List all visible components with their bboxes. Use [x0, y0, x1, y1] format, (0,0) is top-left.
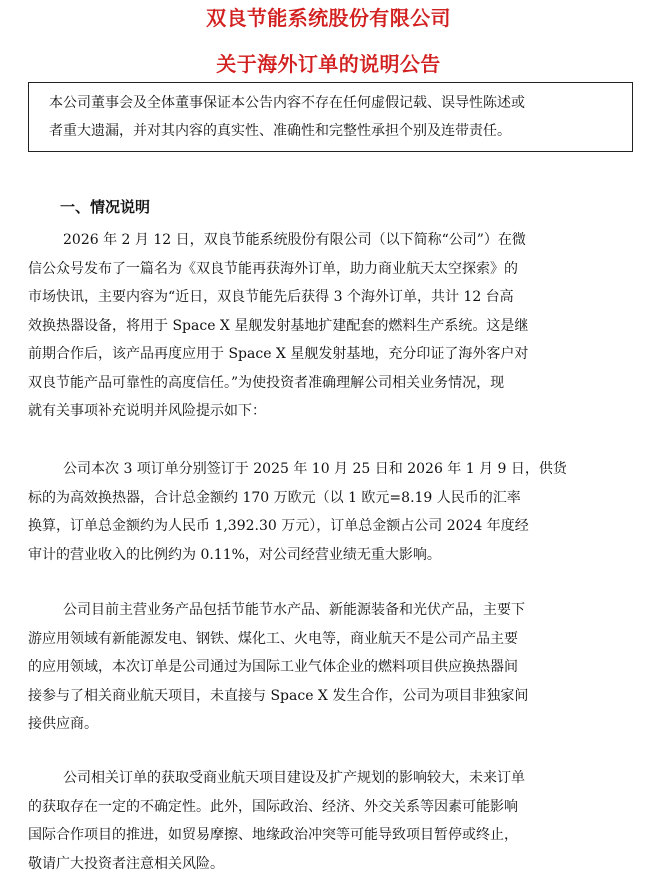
disclaimer-box: [28, 82, 633, 152]
section-heading: 一、情况说明: [60, 198, 151, 216]
paragraph-risk-warning: [28, 764, 633, 878]
paragraph-line: 的应用领域，本次订单是公司通过为国际工业气体企业的燃料项目供应换热器间: [28, 659, 518, 675]
paragraph-line: 审计的营业收入的比例约为 0.11%，对公司经营业绩无重大影响。: [28, 546, 441, 563]
disclaimer-line: 者重大遗漏，并对其内容的真实性、准确性和完整性承担个别及连带责任。: [49, 123, 511, 139]
paragraph-order-details: [28, 455, 633, 569]
paragraph-business-scope: [28, 596, 633, 739]
paragraph-line: 接供应商。: [28, 716, 98, 732]
paragraph-line: 信公众号发布了一篇名为《双良节能再获海外订单，助力商业航天太空探索》的: [28, 260, 518, 277]
paragraph-line: 2026 年 2 月 12 日，双良节能系统股份有限公司（以下简称“公司”）在微: [63, 232, 526, 248]
paragraph-line: 双良节能产品可靠性的高度信任。”为使投资者准确理解公司相关业务情况，现: [28, 374, 505, 391]
paragraph-line: 的获取存在一定的不确定性。此外，国际政治、经济、外交关系等因素可能影响: [28, 798, 518, 815]
disclaimer-line: 本公司董事会及全体董事保证本公告内容不存在任何虚假记载、误导性陈述或: [49, 95, 525, 111]
paragraph-line: 就有关事项补充说明并风险提示如下：: [28, 403, 266, 419]
paragraph-line: 接参与了相关商业航天项目，未直接与 Space X 发生合作，公司为项目非独家间: [28, 687, 529, 704]
paragraph-line: 效换热器设备，将用于 Space X 星舰发射基地扩建配套的燃料生产系统。这是继: [28, 317, 529, 334]
paragraph-line: 国际合作项目的推进，如贸易摩擦、地缘政治冲突等可能导致项目暂停或终止，: [28, 827, 518, 843]
paragraph-line: 游应用领域有新能源发电、钢铁、煤化工、火电等，商业航天不是公司产品主要: [28, 630, 518, 647]
paragraph-line: 公司相关订单的获取受商业航天项目建设及扩产规划的影响较大，未来订单: [63, 770, 525, 786]
paragraph-line: 标的为高效换热器，合计总金额约 170 万欧元（以 1 欧元=8.19 人民币的汇率: [28, 489, 521, 506]
announcement-title: 关于海外订单的说明公告: [216, 52, 441, 76]
paragraph-line: 换算，订单总金额约为人民币 1,392.30 万元），订单总金额占公司 2024 年度经: [28, 518, 529, 534]
paragraph-line: 市场快讯，主要内容为“近日，双良节能先后获得 3 个海外订单，共计 12 台高: [28, 289, 514, 305]
paragraph-line: 前期合作后，该产品再度应用于 Space X 星舰发射基地，充分印证了海外客户对: [28, 346, 529, 362]
paragraph-line: 公司目前主营业务产品包括节能节水产品、新能源装备和光伏产品，主要下: [63, 602, 525, 618]
company-title: 双良节能系统股份有限公司: [206, 6, 451, 30]
paragraph-background: [28, 226, 633, 426]
paragraph-line: 敬请广大投资者注意相关风险。: [28, 855, 224, 872]
paragraph-line: 公司本次 3 项订单分别签订于 2025 年 10 月 25 日和 2026 年 1 月 9 日，供货: [63, 461, 567, 477]
